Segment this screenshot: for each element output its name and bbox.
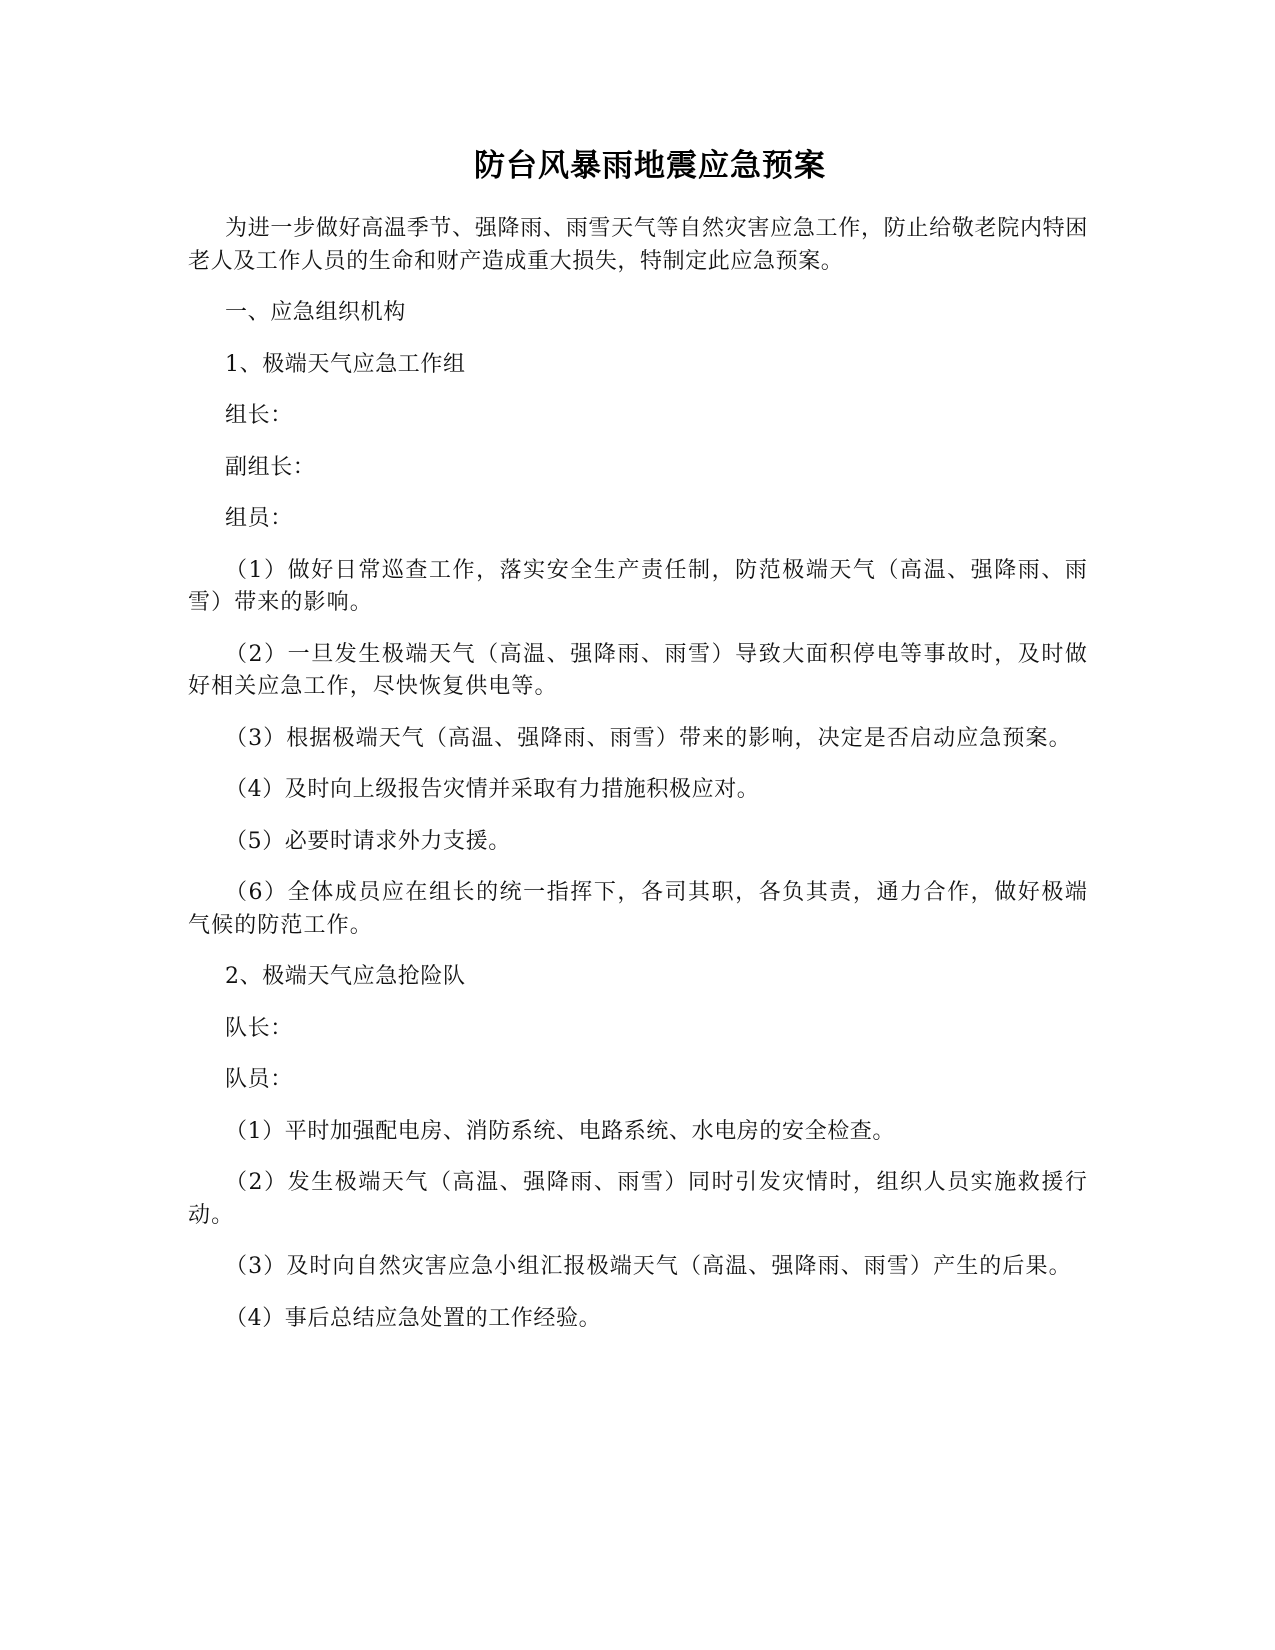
duty-item: （2）一旦发生极端天气（高温、强降雨、雨雪）导致大面积停电等事故时，及时做好相关应急工作，尽快恢复供电等。 [188,641,1088,699]
role-line: 队员： [225,1067,293,1092]
duty-item: （1）平时加强配电房、消防系统、电路系统、水电房的安全检查。 [225,1118,895,1144]
duty-item: （4）及时向上级报告灾情并采取有力措施积极应对。 [225,777,760,802]
duty-item: （5）必要时请求外力支援。 [225,828,511,854]
duty-item: （6）全体成员应在组长的统一指挥下，各司其职，各负其责，通力合作，做好极端气候的防范工作。 [188,880,1088,938]
duty-item: （2）发生极端天气（高温、强降雨、雨雪）同时引发灾情时，组织人员实施救援行动。 [188,1170,1088,1228]
document-body [188,213,1088,1354]
role-line: 队长： [225,1015,293,1041]
role-line: 副组长： [225,454,316,480]
role-line: 组长： [225,403,293,428]
section-heading: 一、应急组织机构 [225,300,406,325]
document-title: 防台风暴雨地震应急预案 [474,148,826,184]
subsection-heading: 1、极端天气应急工作组 [225,351,466,377]
role-line: 组员： [225,506,293,531]
duty-item: （3）根据极端天气（高温、强降雨、雨雪）带来的影响，决定是否启动应急预案。 [225,725,1072,751]
subsection-heading: 2、极端天气应急抢险队 [225,964,466,989]
duty-item: （4）事后总结应急处置的工作经验。 [225,1305,602,1331]
paragraph-intro: 为进一步做好高温季节、强降雨、雨雪天气等自然灾害应急工作，防止给敬老院内特困老人及工作人员的生命和财产造成重大损失，特制定此应急预案。 [188,216,1088,274]
duty-item: （3）及时向自然灾害应急小组汇报极端天气（高温、强降雨、雨雪）产生的后果。 [225,1254,1072,1279]
duty-item: （1）做好日常巡查工作，落实安全生产责任制，防范极端天气（高温、强降雨、雨雪）带来的影响。 [188,557,1088,615]
